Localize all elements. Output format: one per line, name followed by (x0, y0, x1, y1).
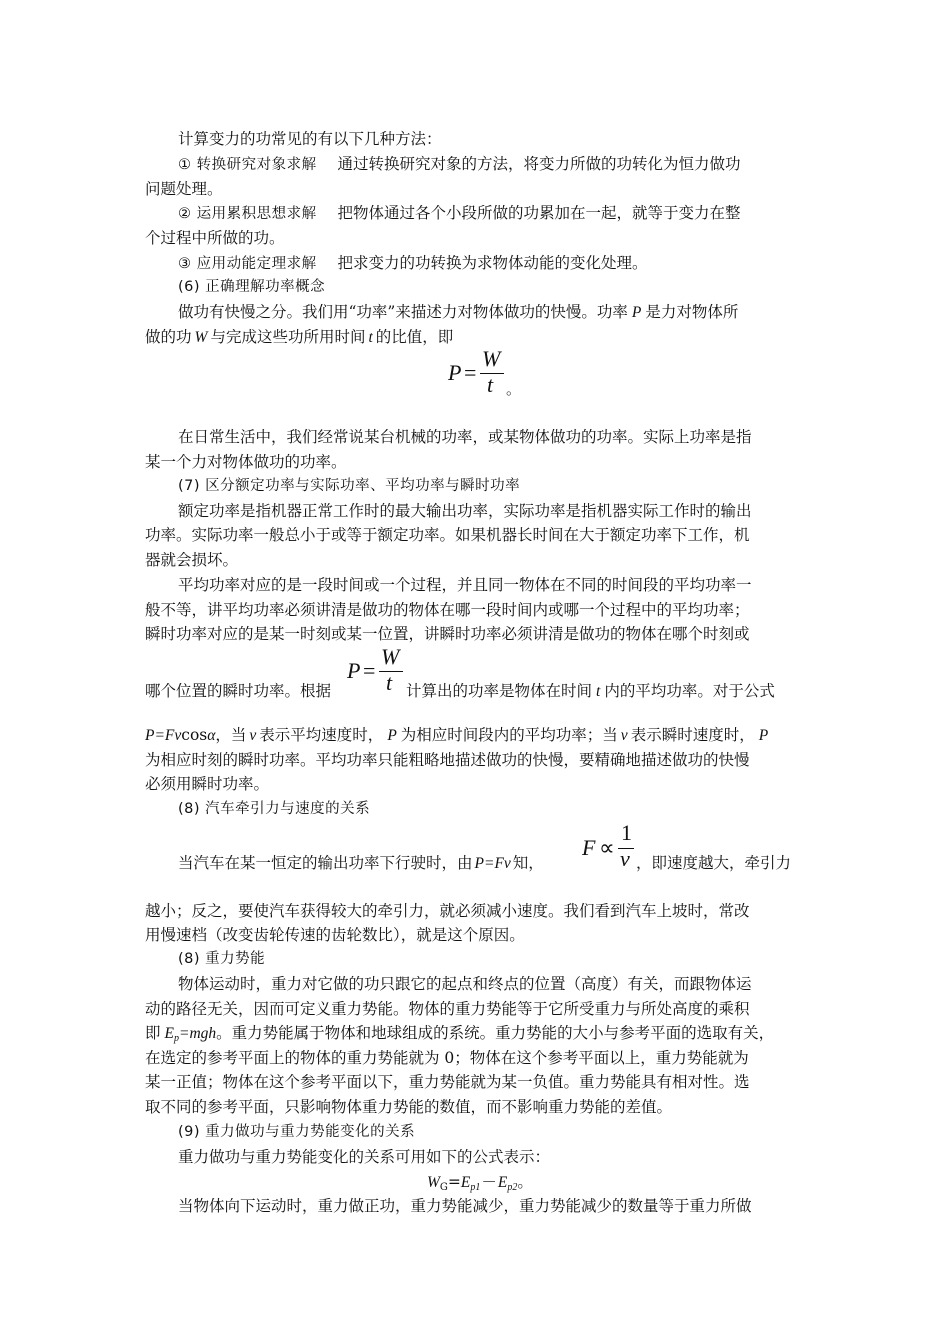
paragraph-line: 必须用瞬时功率。 (145, 775, 270, 793)
paragraph-line: 物体运动时，重力对它做的功只跟它的起点和终点的位置（高度）有关，而跟物体运 (178, 975, 752, 993)
paragraph-line: 做的功 W 与完成这些功所用时间 t 的比值，即 (145, 328, 454, 346)
paragraph-line: 某一正值；物体在这个参考平面以下，重力势能就为某一负值。重力势能具有相对性。选 (145, 1073, 750, 1091)
paragraph-line: 动的路径无关，因而可定义重力势能。物体的重力势能等于它所受重力与所处高度的乘积 (145, 1000, 750, 1018)
section-heading-8b: (8) 重力势能 (178, 951, 266, 967)
paragraph-line: 即 $E_p=mgh$。重力势能属于物体和地球组成的系统。重力势能的大小与参考平面的选取有关， (145, 1024, 775, 1044)
paragraph-line: 器就会损坏。 (145, 551, 239, 569)
paragraph-line: 做功有快慢之分。我们用“功率”来描述力对物体做功的快慢。功率 P 是力对物体所 (178, 303, 739, 321)
paragraph-line: 般不等，讲平均功率必须讲清是做功的物体在哪一段时间内或哪一个过程中的平均功率； (145, 601, 750, 619)
paragraph-line: 个过程中所做的功。 (145, 229, 285, 247)
paragraph-line: 取不同的参考平面，只影响物体重力势能的数值，而不影响重力势能的差值。 (145, 1098, 673, 1116)
proportional-formula: F ∝ 1 v (582, 820, 632, 871)
method-3-text: 把求变力的功转换为求物体动能的变化处理。 (337, 254, 648, 272)
work-energy-formula: $W_G=E_{p1}-E_{p2}$。 (427, 1173, 533, 1193)
method-1-line (178, 153, 741, 176)
paragraph-line: 计算变力的功常见的有以下几种方法： (178, 130, 442, 148)
paragraph-line: ，即速度越大，牵引力 (636, 854, 792, 872)
paragraph-line: 为相应时刻的瞬时功率。平均功率只能粗略地描述做功的快慢，要精确地描述做功的快慢 (145, 751, 750, 769)
method-2-heading: ② 运用累积思想求解 (178, 206, 317, 222)
section-heading-8a: (8) 汽车牵引力与速度的关系 (178, 801, 371, 817)
inline-power-formula: P = W t (345, 646, 415, 698)
paragraph-line: 当汽车在某一恒定的输出功率下行驶时，由 P=Fv 知， (178, 854, 544, 872)
paragraph-line: 当物体向下运动时，重力做正功，重力势能减少，重力势能减少的数量等于重力所做 (178, 1197, 752, 1215)
method-3-line (178, 252, 648, 275)
paragraph-line: 哪个位置的瞬时功率。根据 (145, 682, 332, 700)
paragraph-line: 问题处理。 (145, 180, 223, 198)
paragraph-line: 越小；反之，要使汽车获得较大的牵引力，就必须减小速度。我们看到汽车上坡时，常改 (145, 902, 750, 920)
paragraph-line: P=Fvcosα，当 v 表示平均速度时， P 为相应时间段内的平均功率；当 v 表示瞬时速度时， P (145, 726, 769, 744)
method-2-line (178, 202, 741, 225)
method-2-text: 把物体通过各个小段所做的功累加在一起，就等于变力在整 (337, 204, 741, 222)
paragraph-line: 在日常生活中，我们经常说某台机械的功率，或某物体做功的功率。实际上功率是指 (178, 428, 752, 446)
paragraph-line: 在选定的参考平面上的物体的重力势能就为 0；物体在这个参考平面以上，重力势能就为 (145, 1049, 749, 1067)
section-heading-7: (7) 区分额定功率与实际功率、平均功率与瞬时功率 (178, 478, 521, 494)
section-heading-6: (6) 正确理解功率概念 (178, 279, 326, 295)
method-3-heading: ③ 应用动能定理求解 (178, 256, 317, 272)
paragraph-line: 用慢速档（改变齿轮传速的齿轮数比），就是这个原因。 (145, 926, 525, 944)
power-formula: P = W t 。 (448, 346, 522, 398)
paragraph-line: 某一个力对物体做功的功率。 (145, 453, 347, 471)
paragraph-line: 平均功率对应的是一段时间或一个过程，并且同一物体在不同的时间段的平均功率一 (178, 576, 752, 594)
paragraph-line: 瞬时功率对应的是某一时刻或某一位置，讲瞬时功率必须讲清是做功的物体在哪个时刻或 (145, 625, 750, 643)
paragraph-line: 额定功率是指机器正常工作时的最大输出功率，实际功率是指机器实际工作时的输出 (178, 502, 752, 520)
section-heading-9: (9) 重力做功与重力势能变化的关系 (178, 1124, 416, 1140)
method-1-text: 通过转换研究对象的方法，将变力所做的功转化为恒力做功 (337, 155, 741, 173)
paragraph-line: 计算出的功率是物体在时间 t 内的平均功率。对于公式 (406, 682, 775, 700)
method-1-heading: ① 转换研究对象求解 (178, 157, 317, 173)
paragraph-line: 重力做功与重力势能变化的关系可用如下的公式表示： (178, 1148, 551, 1166)
paragraph-line: 功率。实际功率一般总小于或等于额定功率。如果机器长时间在大于额定功率下工作，机 (145, 526, 750, 544)
